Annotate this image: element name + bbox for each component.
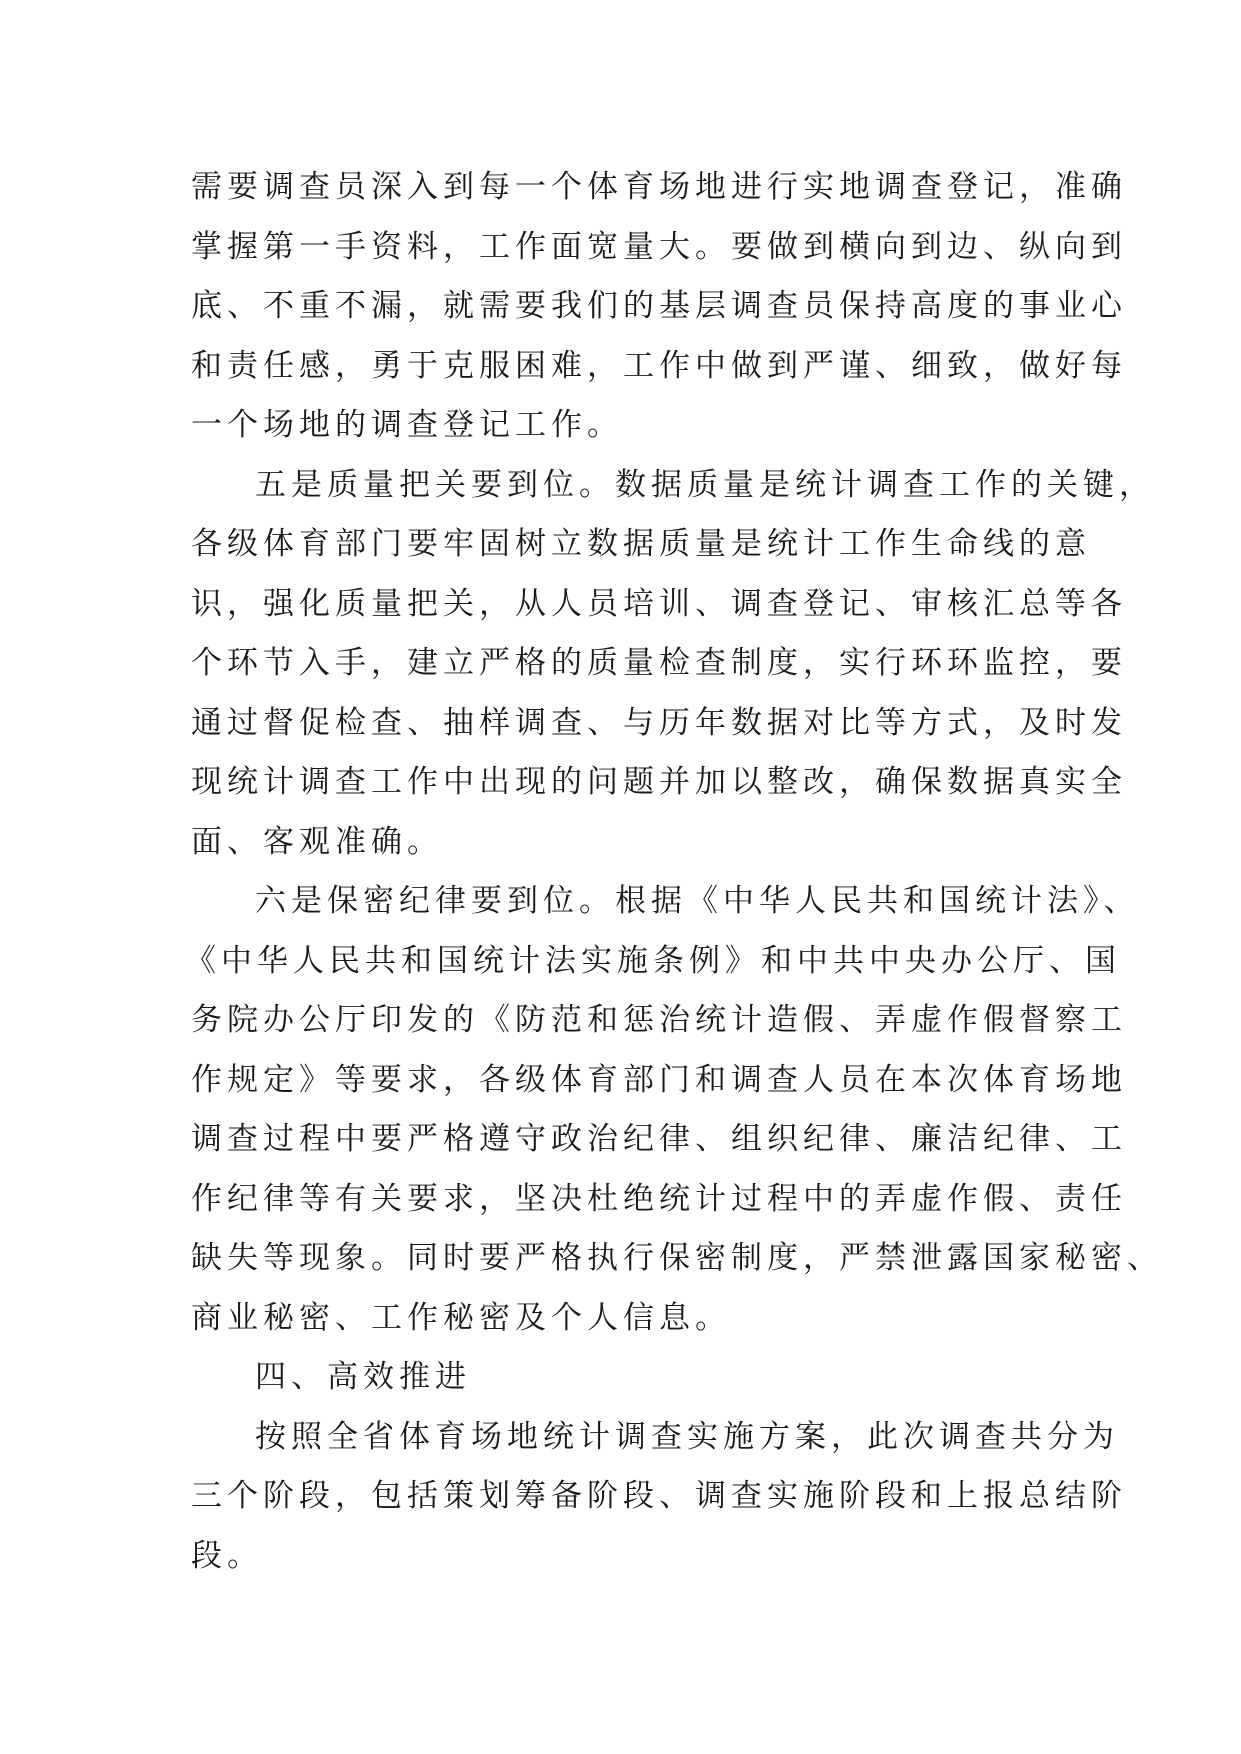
section-heading-text: 四、高效推进: [255, 1359, 471, 1395]
text-line: 段。: [191, 1537, 263, 1574]
text-line: 个环节入手，建立严格的质量检查制度，实行环环监控，要: [191, 645, 1127, 681]
text-line: 务院办公厅印发的《防范和惩治统计造假、弄虚作假督察工: [191, 1002, 1127, 1038]
text-line: 面、客观准确。: [191, 823, 443, 860]
text-line: 和责任感，勇于克服困难，工作中做到严谨、细致，做好每: [191, 347, 1127, 384]
text-line: 识，强化质量把关，从人员培训、调查登记、审核汇总等各: [191, 585, 1127, 622]
text-line: 六是保密纪律要到位。根据《中华人民共和国统计法》、: [255, 883, 1140, 919]
paragraph-stages: [191, 1408, 1127, 1587]
text-line: 商业秘密、工作秘密及个人信息。: [191, 1299, 731, 1336]
document-body: [185, 158, 1163, 1586]
section-heading: [191, 1348, 1051, 1408]
text-line: 按照全省体育场地统计调查实施方案，此次调查共分为: [255, 1418, 1119, 1455]
paragraph-fieldwork: [191, 158, 1127, 456]
paragraph-quality-control: [191, 456, 1155, 873]
text-line: 调查过程中要严格遵守政治纪律、组织纪律、廉洁纪律、工: [191, 1121, 1127, 1157]
text-line: 需要调查员深入到每一个体育场地进行实地调查登记，准确: [191, 169, 1127, 205]
text-line: 五是质量把关要到位。数据质量是统计调查工作的关键，: [255, 466, 1155, 503]
text-line: 一个场地的调查登记工作。: [191, 407, 623, 443]
text-line: 现统计调查工作中出现的问题并加以整改，确保数据真实全: [191, 764, 1127, 800]
text-line: 缺失等现象。同时要严格执行保密制度，严禁泄露国家秘密、: [191, 1240, 1163, 1276]
paragraph-confidentiality: [185, 872, 1163, 1348]
text-line: 掌握第一手资料，工作面宽量大。要做到横向到边、纵向到: [191, 228, 1127, 265]
text-line: 作纪律等有关要求，坚决杜绝统计过程中的弄虚作假、责任: [191, 1180, 1127, 1217]
text-line: 《中华人民共和国统计法实施条例》和中共中央办公厅、国: [185, 942, 1121, 979]
text-line: 三个阶段，包括策划筹备阶段、调查实施阶段和上报总结阶: [191, 1478, 1127, 1514]
text-line: 作规定》等要求，各级体育部门和调查人员在本次体育场地: [191, 1061, 1127, 1098]
text-line: 各级体育部门要牢固树立数据质量是统计工作生命线的意: [191, 526, 1091, 562]
text-line: 底、不重不漏，就需要我们的基层调查员保持高度的事业心: [191, 288, 1127, 324]
text-line: 通过督促检查、抽样调查、与历年数据对比等方式，及时发: [191, 704, 1127, 741]
